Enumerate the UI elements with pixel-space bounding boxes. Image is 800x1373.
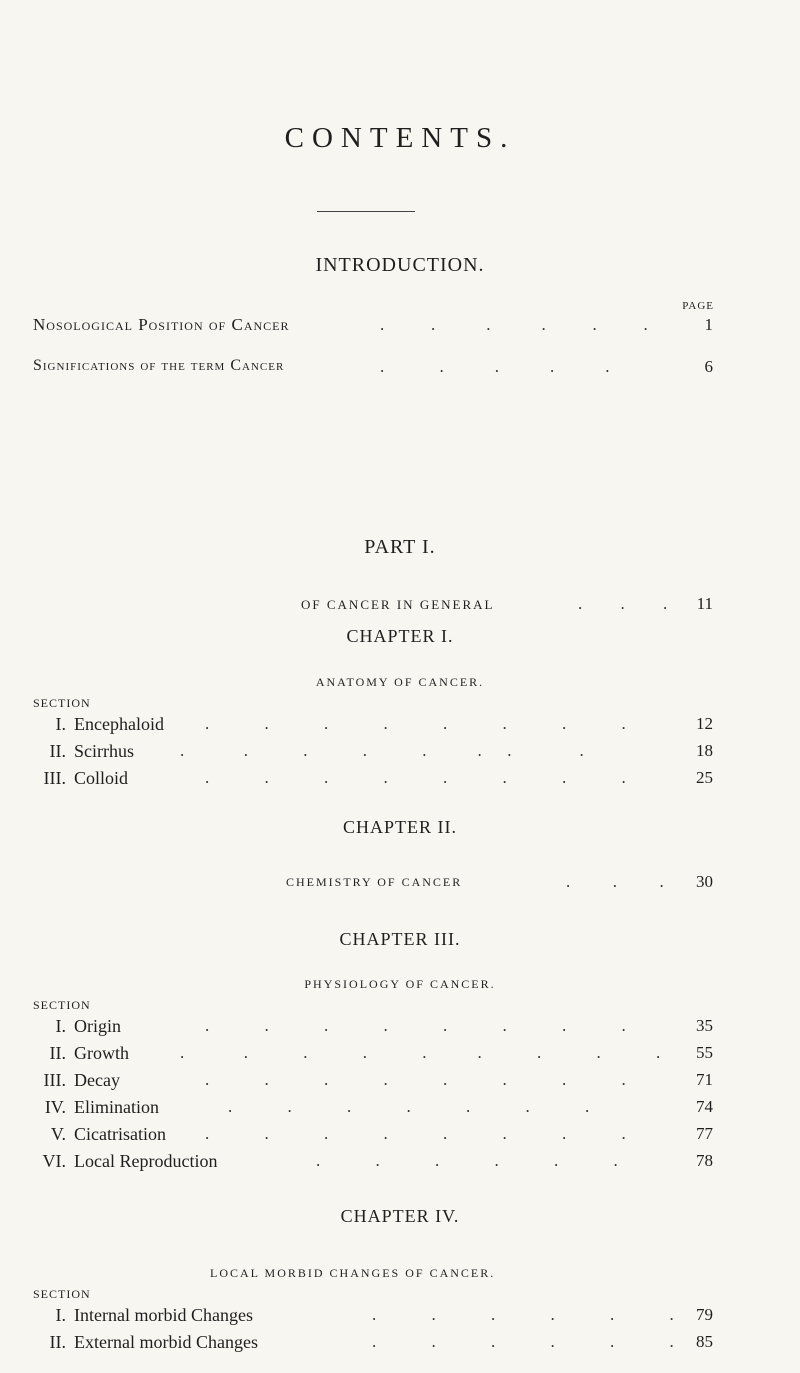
section-number: III. (43, 1070, 66, 1090)
toc-entry-label: Significations of the term Cancer (33, 357, 285, 374)
section-page: 18 (696, 741, 713, 760)
chapter-heading: CHAPTER IV. (340, 1206, 460, 1226)
section-page: 78 (696, 1151, 713, 1170)
chapter-subtitle: CHEMISTRY OF CANCER (286, 875, 463, 889)
leader-dots: . . . . . . . . (180, 741, 584, 760)
section-number: II. (49, 1332, 66, 1352)
chapter-subtitle: LOCAL MORBID CHANGES OF CANCER. (210, 1266, 496, 1280)
section-number: II. (49, 1043, 66, 1063)
part-subtitle: OF CANCER IN GENERAL (301, 597, 495, 612)
chapter-subtitle: ANATOMY OF CANCER. (315, 675, 485, 689)
section-number: V. (50, 1124, 66, 1144)
toc-entry-page: 1 (704, 315, 713, 334)
section-number: I. (55, 1016, 66, 1036)
section-page: 12 (696, 714, 713, 733)
section-page: 25 (696, 768, 713, 787)
leader-dots: . . . . . . (380, 315, 648, 334)
section-title: Colloid (74, 768, 129, 788)
page-title: CONTENTS. (284, 122, 516, 154)
title-rule (317, 211, 415, 212)
introduction-heading: INTRODUCTION. (315, 254, 485, 276)
leader-dots: . . . . . . . . (205, 1070, 626, 1089)
section-number: I. (55, 714, 66, 734)
leader-dots: . . . . . . (372, 1332, 674, 1351)
section-number: VI. (42, 1151, 66, 1171)
section-page: 71 (696, 1070, 713, 1089)
section-title: Local Reproduction (74, 1151, 218, 1171)
section-title: Scirrhus (74, 741, 134, 761)
section-title: External morbid Changes (74, 1332, 258, 1352)
section-page: 55 (696, 1043, 713, 1062)
chapter-heading: CHAPTER III. (339, 929, 461, 949)
toc-entry-page: 6 (704, 357, 713, 376)
section-title: Encephaloid (74, 714, 164, 734)
leader-dots: . . . (578, 594, 668, 613)
section-page: 77 (696, 1124, 713, 1143)
page-column-header: PAGE (682, 300, 714, 312)
section-number: III. (43, 768, 66, 788)
leader-dots: . . . . . . . (228, 1097, 590, 1116)
section-page: 74 (696, 1097, 713, 1116)
chapter-heading: CHAPTER II. (343, 817, 457, 837)
section-page: 79 (696, 1305, 713, 1324)
section-title: Growth (74, 1043, 129, 1063)
section-title: Internal morbid Changes (74, 1305, 253, 1325)
leader-dots: . . . (566, 872, 664, 891)
leader-dots: . . . . . . . . (205, 1016, 626, 1035)
part-page: 11 (696, 594, 713, 613)
leader-dots: . . . . . (380, 357, 610, 376)
section-page: 85 (696, 1332, 713, 1351)
section-label: SECTION (33, 696, 91, 710)
section-title: Elimination (74, 1097, 159, 1117)
section-title: Decay (74, 1070, 120, 1090)
leader-dots: . . . . . . (372, 1305, 674, 1324)
section-number: IV. (44, 1097, 66, 1117)
leader-dots: . . . . . . . . (205, 714, 626, 733)
leader-dots: . . . . . . . . . (180, 1043, 661, 1062)
chapter-heading: CHAPTER I. (346, 626, 454, 646)
section-label: SECTION (33, 1287, 91, 1301)
toc-entry-label: Nosological Position of Cancer (33, 315, 290, 334)
chapter-page: 30 (696, 872, 713, 891)
section-number: II. (49, 741, 66, 761)
section-title: Origin (74, 1016, 121, 1036)
section-page: 35 (696, 1016, 713, 1035)
chapter-subtitle: PHYSIOLOGY OF CANCER. (304, 977, 496, 991)
section-title: Cicatrisation (74, 1124, 166, 1144)
leader-dots: . . . . . . . . (205, 768, 626, 787)
section-label: SECTION (33, 998, 91, 1012)
part-heading: PART I. (364, 536, 436, 558)
section-number: I. (55, 1305, 66, 1325)
leader-dots: . . . . . . . . (205, 1124, 626, 1143)
leader-dots: . . . . . . (316, 1151, 618, 1170)
